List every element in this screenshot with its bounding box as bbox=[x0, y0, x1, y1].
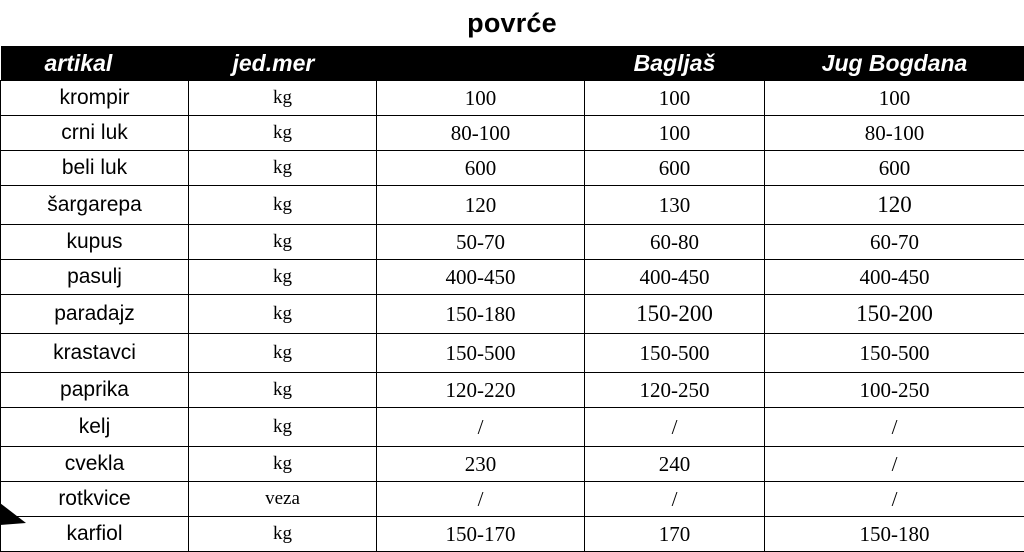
cell-article: kelj bbox=[1, 408, 189, 447]
cell-article: rotkvice bbox=[1, 482, 189, 517]
table-header-row bbox=[1, 46, 1024, 81]
cell-price-3: 120 bbox=[765, 186, 1024, 225]
cell-price-2: 120-250 bbox=[585, 373, 765, 408]
cell-price-2: 600 bbox=[585, 151, 765, 186]
cell-price-2: 400-450 bbox=[585, 260, 765, 295]
column-header-jug-bogdana: Jug Bogdana bbox=[765, 46, 1024, 81]
cell-unit: kg bbox=[189, 408, 377, 447]
table-row bbox=[1, 447, 1024, 482]
cell-price-2: 150-200 bbox=[585, 295, 765, 334]
cell-price-3: 100 bbox=[765, 81, 1024, 116]
cell-price-3: 150-500 bbox=[765, 334, 1024, 373]
cell-article: karfiol bbox=[1, 517, 189, 552]
cell-unit: kg bbox=[189, 151, 377, 186]
cell-unit: kg bbox=[189, 517, 377, 552]
cell-price-3: 60-70 bbox=[765, 225, 1024, 260]
cell-price-1: 400-450 bbox=[377, 260, 585, 295]
cell-article: krastavci bbox=[1, 334, 189, 373]
cell-price-3: 400-450 bbox=[765, 260, 1024, 295]
table-row bbox=[1, 408, 1024, 447]
cell-price-3: 150-200 bbox=[765, 295, 1024, 334]
cell-article: cvekla bbox=[1, 447, 189, 482]
cell-price-3: 150-180 bbox=[765, 517, 1024, 552]
cell-price-2: / bbox=[585, 482, 765, 517]
cell-price-1: / bbox=[377, 408, 585, 447]
column-header-unit: jed.mer bbox=[189, 46, 377, 81]
cell-article: krompir bbox=[1, 81, 189, 116]
cell-price-3: / bbox=[765, 447, 1024, 482]
cell-price-1: 120 bbox=[377, 186, 585, 225]
cell-price-2: 100 bbox=[585, 116, 765, 151]
table-row bbox=[1, 151, 1024, 186]
cell-article: šargarepa bbox=[1, 186, 189, 225]
cell-unit: kg bbox=[189, 225, 377, 260]
cell-article: beli luk bbox=[1, 151, 189, 186]
cell-unit: kg bbox=[189, 334, 377, 373]
table-row bbox=[1, 116, 1024, 151]
cell-price-2: / bbox=[585, 408, 765, 447]
cell-article: crni luk bbox=[1, 116, 189, 151]
cell-price-2: 100 bbox=[585, 81, 765, 116]
price-table bbox=[0, 46, 1024, 552]
table-body bbox=[1, 81, 1024, 552]
column-header-article: artikal bbox=[1, 46, 189, 81]
cell-price-3: 600 bbox=[765, 151, 1024, 186]
cell-article: kupus bbox=[1, 225, 189, 260]
table-row bbox=[1, 295, 1024, 334]
cell-unit: kg bbox=[189, 260, 377, 295]
cell-unit: veza bbox=[189, 482, 377, 517]
cell-price-3: / bbox=[765, 408, 1024, 447]
cell-price-1: 600 bbox=[377, 151, 585, 186]
cell-unit: kg bbox=[189, 447, 377, 482]
cell-price-1: 100 bbox=[377, 81, 585, 116]
cell-price-1: 230 bbox=[377, 447, 585, 482]
cell-price-2: 170 bbox=[585, 517, 765, 552]
table-row bbox=[1, 225, 1024, 260]
cell-price-1: 120-220 bbox=[377, 373, 585, 408]
table-row bbox=[1, 334, 1024, 373]
cell-price-2: 130 bbox=[585, 186, 765, 225]
cell-price-3: 80-100 bbox=[765, 116, 1024, 151]
cell-article: pasulj bbox=[1, 260, 189, 295]
cell-unit: kg bbox=[189, 373, 377, 408]
cell-unit: kg bbox=[189, 295, 377, 334]
cell-price-3: 100-250 bbox=[765, 373, 1024, 408]
table-row bbox=[1, 517, 1024, 552]
cell-price-1: 50-70 bbox=[377, 225, 585, 260]
column-header-blank bbox=[377, 46, 585, 81]
cell-price-1: 150-500 bbox=[377, 334, 585, 373]
table-row bbox=[1, 482, 1024, 517]
table-row bbox=[1, 186, 1024, 225]
cell-price-2: 240 bbox=[585, 447, 765, 482]
table-row bbox=[1, 373, 1024, 408]
table-row bbox=[1, 81, 1024, 116]
cell-price-1: 80-100 bbox=[377, 116, 585, 151]
table-row bbox=[1, 260, 1024, 295]
cell-price-1: / bbox=[377, 482, 585, 517]
cell-article: paprika bbox=[1, 373, 189, 408]
cell-price-1: 150-180 bbox=[377, 295, 585, 334]
cursor-arrow-icon bbox=[0, 503, 30, 525]
cell-price-2: 60-80 bbox=[585, 225, 765, 260]
cell-unit: kg bbox=[189, 116, 377, 151]
cell-unit: kg bbox=[189, 81, 377, 116]
column-header-bagljas: Bagljaš bbox=[585, 46, 765, 81]
cell-price-2: 150-500 bbox=[585, 334, 765, 373]
cell-price-3: / bbox=[765, 482, 1024, 517]
cell-price-1: 150-170 bbox=[377, 517, 585, 552]
page-title: povrće bbox=[0, 0, 1024, 46]
cell-unit: kg bbox=[189, 186, 377, 225]
cell-article: paradajz bbox=[1, 295, 189, 334]
table-header bbox=[1, 46, 1024, 81]
